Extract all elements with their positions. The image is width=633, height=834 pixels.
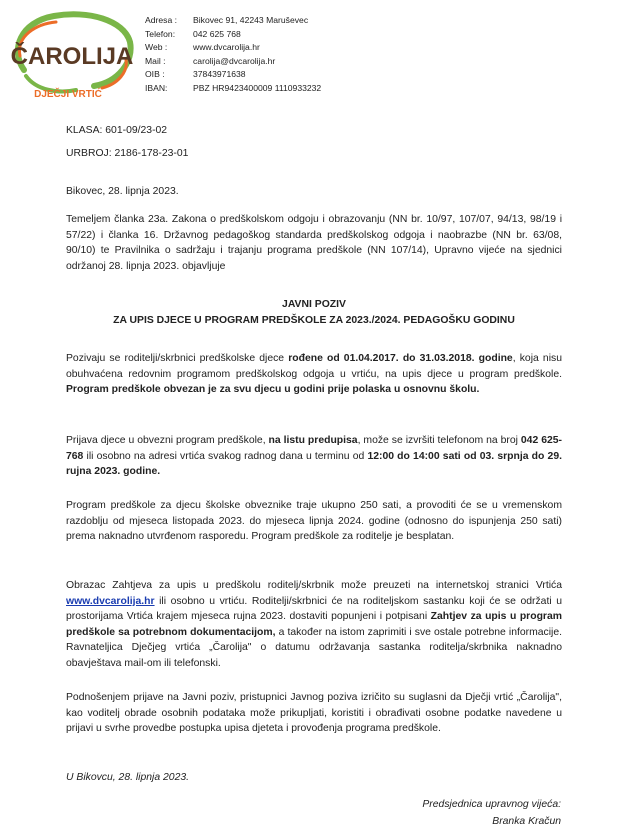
p2-text-e: ili osobno na adresi vrtića svakog radnog dana u terminu od <box>83 450 368 462</box>
p4-request-doc: Zahtjev za upis u program predškole sa potrebnom dokumentacijom, <box>66 611 562 638</box>
place-and-date: U Bikovcu, 28. lipnja 2023. <box>66 772 190 783</box>
p2-text-a: Prijava djece u obvezni program predškole, <box>66 435 269 446</box>
p2-preregistration: na listu predupisa <box>268 435 358 446</box>
contact-value: www.dvcarolija.hr <box>193 42 260 53</box>
contact-label: Telefon: <box>145 28 176 39</box>
contact-row <box>145 68 321 82</box>
p1-birth-range: rođene od 01.04.2017. do 31.03.2018. godine <box>288 353 513 364</box>
contact-row <box>145 28 321 42</box>
website-link[interactable]: www.dvcarolija.hr <box>66 595 155 607</box>
contact-row <box>145 41 321 55</box>
paragraph-registration <box>66 433 562 480</box>
contact-value: 042 625 768 <box>193 28 241 39</box>
paragraph-eligibility <box>66 351 562 398</box>
contact-row <box>145 14 321 28</box>
contact-value: PBZ HR9423400009 1110933232 <box>193 82 322 93</box>
title-line-1: JAVNI POZIV <box>282 299 346 310</box>
contact-row <box>145 55 321 69</box>
signature-name: Branka Kračun <box>492 816 561 827</box>
logo-brand-text: ČAROLIJA <box>10 43 134 70</box>
p4-text-d: a također na istom zaprimiti i sve ostale potrebne informacije. Ravnateljica Dječjeg vrtića „Čarolija" o datumu održavanja sastanka roditelja/skrbnika naknadno obavještava mail-om ili telefonski. <box>66 626 563 669</box>
carolija-logo <box>6 6 136 106</box>
contact-value: 37843971638 <box>193 69 246 80</box>
p2-phone: 042 625-768 <box>66 435 562 462</box>
document-title <box>66 297 562 329</box>
contact-label: Adresa : <box>145 15 178 25</box>
urbroj-number: URBROJ: 2186-178-23-01 <box>66 148 189 159</box>
klasa-number: KLASA: 601-09/23-02 <box>66 125 168 136</box>
contact-label: Mail : <box>145 55 166 66</box>
p2-text-c: , može se izvršiti telefonom na broj <box>357 435 521 446</box>
signature-role: Predsjednica upravnog vijeća: <box>422 799 561 810</box>
logo-tagline-text: DJEČJI VRTIĆ <box>34 89 102 100</box>
intro-paragraph: Temeljem članka 23a. Zakona o predškolskom odgoju i obrazovanju (NN br. 10/97, 107/07, 94/13, 98/19 i 57/22) i članka 16. Državnog pedagoškog standarda predškolskog odgoja i naobrazbe (NN br. 63/08, 90/10) te Pravilnika o sadržaju i trajanju programa predškole (NN 107/14), Upravno vijeće na sjednici održanoj 28. lipnja 2023. objavljuje <box>66 214 562 272</box>
contact-value: carolija@dvcarolija.hr <box>193 55 276 66</box>
paragraph-data-consent: Podnošenjem prijave na Javni poziv, pristupnici Javnog poziva izričito su suglasni da Dječji vrtić „Čarolija", kao voditelj obrade osobnih podataka može prikupljati, koristiti i obrađivati osobne podatke navedene u prijavi u svrhe provedbe postupka upisa djeteta i provođenja programa predškole. <box>66 692 562 735</box>
contact-label: OIB : <box>145 69 165 80</box>
p4-text-b: ili osobno u vrtiću. Roditelji/skrbnici će na roditeljskom sastanku koji će se održati u prostorijama Vrtića krajem mjeseca rujna 2023. dostaviti popunjeni i potpisani <box>66 595 562 623</box>
paragraph-application-form <box>66 578 562 672</box>
title-line-2: ZA UPIS DJECE U PROGRAM PREDŠKOLE ZA 2023./2024. PEDAGOŠKU GODINU <box>113 315 515 326</box>
contact-label: Web : <box>145 42 168 53</box>
p1-text-c: , koja nisu obuhvaćena redovnim programom predškolskog odgoja u vrtiću, na upis djece u program predškole. <box>66 353 562 380</box>
document-date: Bikovec, 28. lipnja 2023. <box>66 186 179 197</box>
contact-label: IBAN: <box>145 82 168 93</box>
p2-schedule: 12:00 do 14:00 sati od 03. srpnja do 29. rujna 2023. godine. <box>66 450 562 478</box>
p1-obligation: Program predškole obvezan je za svu djecu u godini prije polaska u osnovnu školu. <box>66 384 480 396</box>
contact-row <box>145 82 321 96</box>
contact-value: Bikovec 91, 42243 Maruševec <box>193 15 309 25</box>
p4-text-a: Obrazac Zahtjeva za upis u predškolu roditelj/skrbnik može preuzeti na internetskoj stranici Vrtića <box>66 580 562 591</box>
contact-block <box>145 14 321 96</box>
paragraph-program-duration: Program predškole za djecu školske obveznike traje ukupno 250 sati, a provoditi će se u vremenskom razdoblju od mjeseca listopada 2023. do mjeseca lipnja 2024. godine (odnosno do ispunjenja 250 sati) prema naknadno utvrđenom rasporedu. Program predškole za roditelje je besplatan. <box>66 500 562 543</box>
p1-text-a: Pozivaju se roditelji/skrbnici predškolske djece <box>66 353 289 364</box>
